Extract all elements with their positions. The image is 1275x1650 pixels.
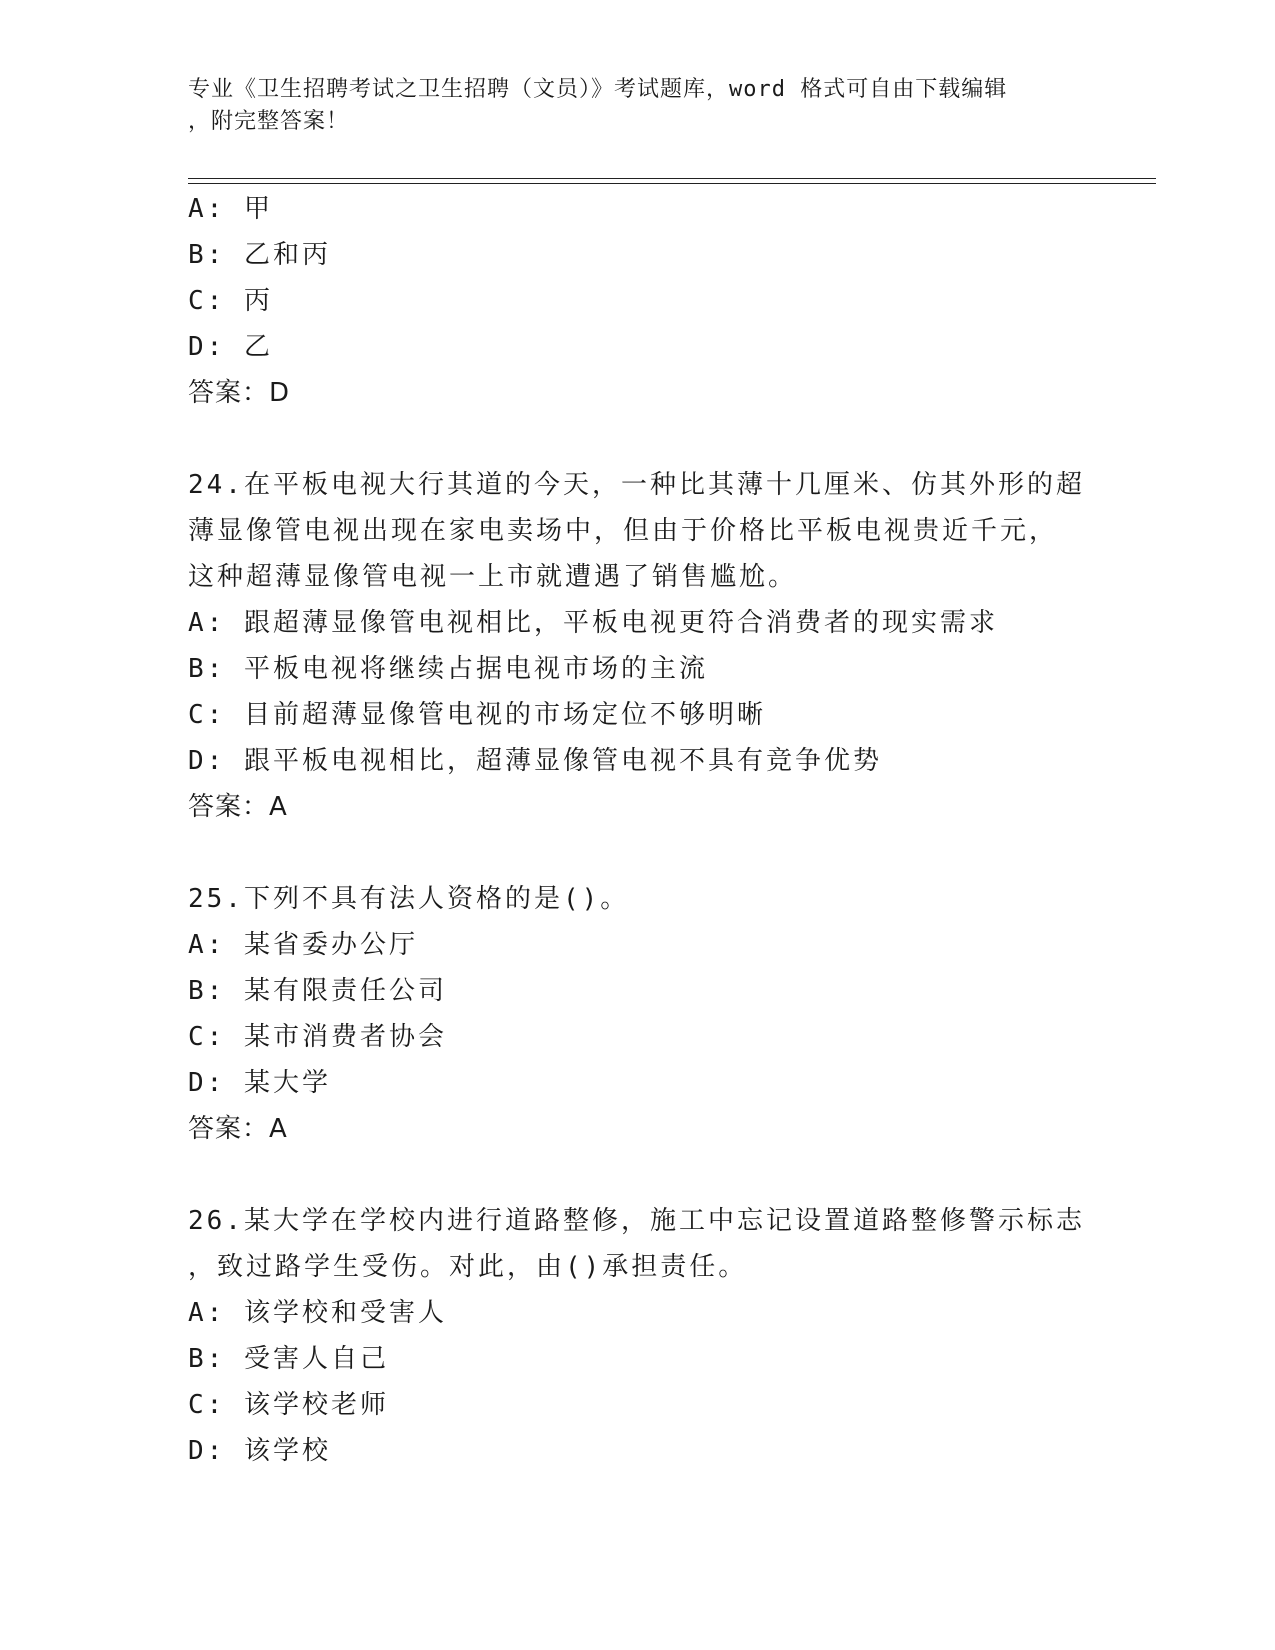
option-a: A: 跟超薄显像管电视相比，平板电视更符合消费者的现实需求 <box>188 608 998 638</box>
question-23 <box>188 186 1088 416</box>
option-b: B: 平板电视将继续占据电视市场的主流 <box>188 654 708 684</box>
question-stem-line: 这种超薄显像管电视一上市就遭遇了销售尴尬。 <box>188 562 798 592</box>
header-divider-bottom <box>188 183 1156 184</box>
option-c: C: 该学校老师 <box>188 1390 389 1420</box>
option-b: B: 受害人自己 <box>188 1344 389 1374</box>
option-c: C: 某市消费者协会 <box>188 1022 447 1052</box>
question-25 <box>188 876 1088 1152</box>
option-d: D: 跟平板电视相比，超薄显像管电视不具有竞争优势 <box>188 746 882 776</box>
option-c: C: 丙 <box>188 286 273 316</box>
question-spacer <box>188 830 1088 876</box>
option-b: B: 某有限责任公司 <box>188 976 447 1006</box>
question-stem-line: 24.在平板电视大行其道的今天，一种比其薄十几厘米、仿其外形的超 <box>188 470 1085 500</box>
question-26 <box>188 1198 1088 1474</box>
answer-line: 答案：D <box>188 378 291 408</box>
option-a: A: 甲 <box>188 194 273 224</box>
option-a: A: 某省委办公厅 <box>188 930 418 960</box>
answer-line: 答案：A <box>188 1114 288 1144</box>
question-stem-line: 26.某大学在学校内进行道路整修，施工中忘记设置道路整修警示标志 <box>188 1206 1085 1236</box>
question-stem-line: 25.下列不具有法人资格的是()。 <box>188 884 630 914</box>
answer-line: 答案：A <box>188 792 288 822</box>
option-d: D: 某大学 <box>188 1068 331 1098</box>
header-line-2: ，附完整答案！ <box>188 109 350 134</box>
question-spacer <box>188 416 1088 462</box>
question-stem-line: 薄显像管电视出现在家电卖场中，但由于价格比平板电视贵近千元， <box>188 516 1059 546</box>
option-c: C: 目前超薄显像管电视的市场定位不够明晰 <box>188 700 766 730</box>
option-a: A: 该学校和受害人 <box>188 1298 447 1328</box>
option-b: B: 乙和丙 <box>188 240 331 270</box>
header-divider-top <box>188 178 1156 179</box>
question-list <box>188 186 1088 1474</box>
option-d: D: 乙 <box>188 332 273 362</box>
question-24 <box>188 462 1088 830</box>
option-d: D: 该学校 <box>188 1436 331 1466</box>
question-spacer <box>188 1152 1088 1198</box>
document-header <box>188 74 1088 138</box>
question-stem-line: ，致过路学生受伤。对此，由()承担责任。 <box>188 1252 748 1282</box>
header-line-1: 专业《卫生招聘考试之卫生招聘（文员）》考试题库，word 格式可自由下载编辑 <box>188 77 1008 102</box>
